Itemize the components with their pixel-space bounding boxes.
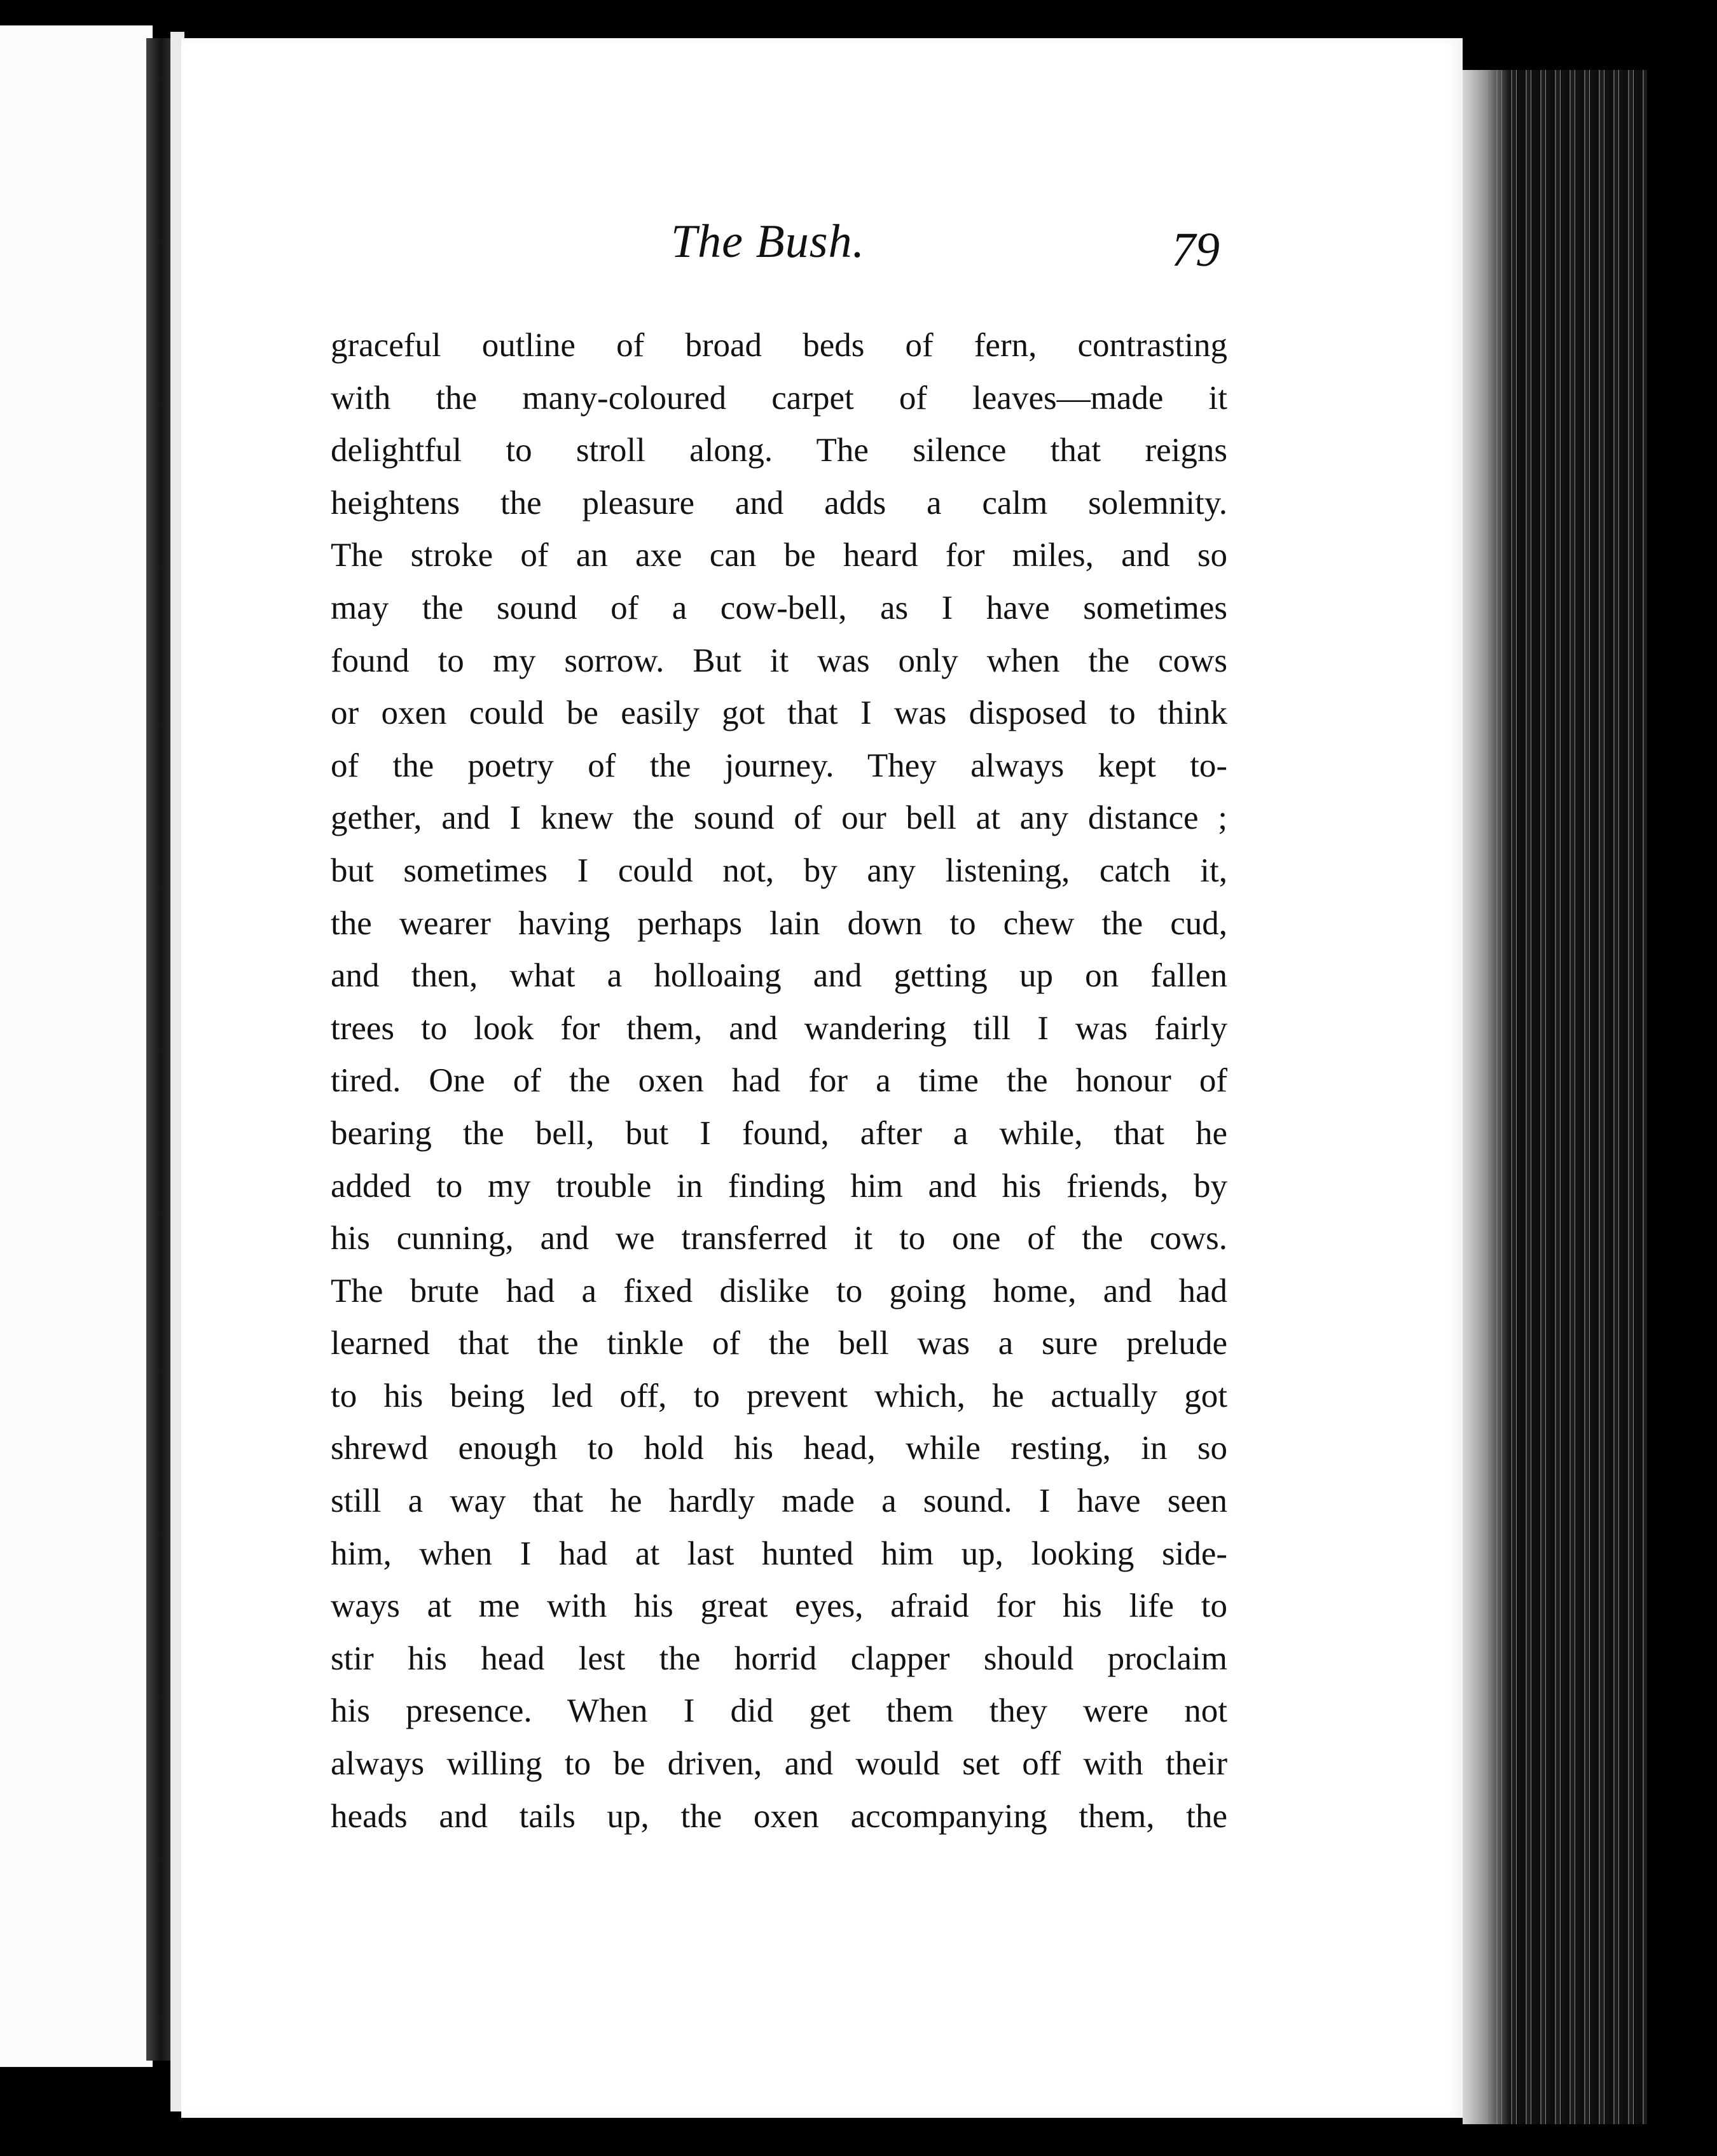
text-line: the wearer having perhaps lain down to chew the cud, xyxy=(331,904,1227,942)
binding-shadow xyxy=(146,38,170,2061)
text-line: delightful to stroll along. The silence that reigns xyxy=(331,432,1227,469)
text-line: added to my trouble in finding him and his friends, by xyxy=(331,1167,1227,1205)
text-line: with the many-coloured carpet of leaves—made it xyxy=(331,379,1227,417)
text-line: ways at me with his great eyes, afraid for his life to xyxy=(331,1587,1227,1625)
text-line: or oxen could be easily got that I was disposed to think xyxy=(331,694,1227,732)
text-line: graceful outline of broad beds of fern, contrasting xyxy=(331,327,1227,364)
text-line: of the poetry of the journey. They always kept to- xyxy=(331,747,1227,784)
text-line: but sometimes I could not, by any listening, catch it, xyxy=(331,852,1227,889)
text-line: The brute had a fixed dislike to going home, and had xyxy=(331,1272,1227,1309)
text-line: to his being led off, to prevent which, he actually got xyxy=(331,1377,1227,1414)
text-line: his cunning, and we transferred it to one of the cows. xyxy=(331,1220,1227,1257)
text-line: shrewd enough to hold his head, while resting, in so xyxy=(331,1430,1227,1467)
running-title: The Bush. xyxy=(671,216,865,268)
text-line: heightens the pleasure and adds a calm solemnity. xyxy=(331,484,1227,522)
page-number: 79 xyxy=(1171,223,1220,277)
text-line: trees to look for them, and wandering till I was fairly xyxy=(331,1009,1227,1047)
text-line: The stroke of an axe can be heard for miles, and so xyxy=(331,537,1227,574)
facing-page xyxy=(0,25,153,2067)
text-line: bearing the bell, but I found, after a while, that he xyxy=(331,1114,1227,1152)
page-edges-highlight xyxy=(1463,70,1510,2124)
text-line: learned that the tinkle of the bell was a sure prelude xyxy=(331,1325,1227,1362)
text-line: always willing to be driven, and would set off with their xyxy=(331,1745,1227,1783)
text-line: heads and tails up, the oxen accompanying them, the xyxy=(331,1797,1227,1835)
text-line: tired. One of the oxen had for a time the honour of xyxy=(331,1062,1227,1100)
body-text xyxy=(331,319,1227,1842)
text-line: found to my sorrow. But it was only when the cows xyxy=(331,642,1227,679)
text-line: gether, and I knew the sound of our bell at any distance ; xyxy=(331,799,1227,837)
text-line: stir his head lest the horrid clapper should proclaim xyxy=(331,1640,1227,1677)
text-line: his presence. When I did get them they were not xyxy=(331,1692,1227,1730)
text-line: and then, what a holloaing and getting up on fallen xyxy=(331,957,1227,995)
text-line: may the sound of a cow-bell, as I have sometimes xyxy=(331,589,1227,626)
book-cover-edge xyxy=(1647,64,1717,2137)
text-line: still a way that he hardly made a sound. I have seen xyxy=(331,1482,1227,1520)
text-line: him, when I had at last hunted him up, looking side- xyxy=(331,1535,1227,1572)
